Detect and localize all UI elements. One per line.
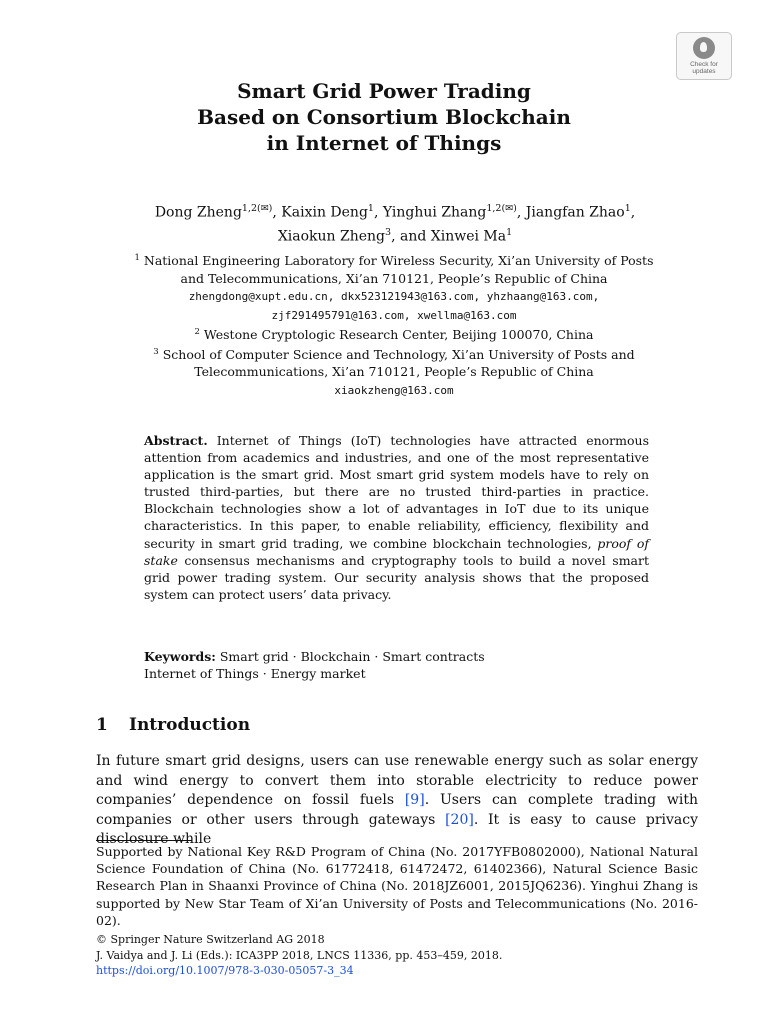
- section-title: Introduction: [129, 715, 251, 735]
- separator: ,: [516, 204, 526, 221]
- author-name: Yinghui Zhang: [382, 204, 487, 221]
- author-affiliation-mark: 1: [506, 226, 513, 238]
- separator: ,: [272, 204, 282, 221]
- abstract-label: Abstract.: [144, 433, 208, 448]
- section-heading: [96, 713, 250, 737]
- author-name: Xinwei Ma: [430, 228, 507, 245]
- affiliation-2: $^2$ Westone Cryptologic Research Center, Beijing 100070, China: [194, 327, 594, 343]
- paper-title: Smart Grid Power Trading Based on Consortium Blockchain in Internet of Things: [197, 79, 571, 155]
- separator: , and: [391, 228, 431, 245]
- copyright-line: © Springer Nature Switzerland AG 2018: [96, 933, 325, 946]
- author-name: Dong Zheng: [154, 204, 242, 221]
- author-affiliation-mark: 1: [367, 203, 374, 214]
- copyright-block: [96, 932, 698, 979]
- citation-info: J. Vaidya and J. Li (Eds.): ICA3PP 2018, LNCS 11336, pp. 453–459, 2018.: [96, 948, 503, 962]
- badge-label: Check for updates: [690, 61, 718, 75]
- author-affiliation-mark: 1: [624, 203, 631, 214]
- author-name: Xiaokun Zheng: [277, 228, 386, 245]
- keywords-label: Keywords:: [144, 649, 216, 664]
- author-list: [100, 199, 690, 246]
- email-address[interactable]: xiaokzheng@163.com: [334, 383, 454, 397]
- citation-link[interactable]: [20]: [445, 811, 474, 828]
- affiliation-number: 2: [194, 327, 200, 338]
- author-affiliation-mark: 3: [385, 226, 392, 238]
- abstract: Abstract. Internet of Things (IoT) technologies have attracted enormous attention from academics and industries, and one of the most representative application is the smart grid. Most smart grid system models have to rely on trusted third-parties, but there are no trusted third-parties in practice. Blockchain technologies show a lot of advantages in IoT due to its unique characteristics. In this paper, to enable reliability, efficiency, flexibility and security in smart grid trading, we combine blockchain technologies, proof of stake consensus mechanisms and cryptography tools to build a novel smart grid power trading system. Our security analysis shows that the proposed system can protect users’ data privacy.: [144, 433, 649, 602]
- separator: ,: [630, 204, 636, 221]
- author-affiliation-mark: 1,2(✉): [241, 203, 273, 214]
- email-list[interactable]: zjf291495791@163.com, xwellma@163.com: [271, 308, 517, 322]
- doi-link[interactable]: https://doi.org/10.1007/978-3-030-05057-3_34: [96, 964, 354, 977]
- affiliation-number: 3: [153, 346, 159, 357]
- author-name: Jiangfan Zhao: [525, 204, 625, 221]
- affiliations: [98, 250, 690, 399]
- affiliation-1: $^1$ National Engineering Laboratory for Wireless Security, Xi’an University of Posts and Telecommunications, Xi’an 710121, People’s Republic of China zhengdong@xupt.edu.cn, dkx523121943@163.com, yhzhaang@163.com, zjf291495791@163.com, xwellma@163.com: [134, 253, 654, 322]
- affiliation-number: 1: [134, 253, 140, 263]
- email-list[interactable]: zhengdong@xupt.edu.cn, dkx523121943@163.com, yhzhaang@163.com,: [188, 290, 600, 304]
- author-name: Kaixin Deng: [281, 204, 368, 221]
- separator: ,: [373, 204, 383, 221]
- section-number: 1: [96, 715, 108, 735]
- funding-footnote: Supported by National Key R&D Program of China (No. 2017YFB0802000), National Natural Science Foundation of China (No. 61772418, 61472472, 61402366), Natural Science Basic Research Plan in Shaanxi Province of China (No. 2018JZ6001, 2015JQ6236). Yinghui Zhang is supported by New Star Team of Xi’an University of Posts and Telecommunications (No. 2016-02).: [96, 844, 698, 928]
- body-paragraph: In future smart grid designs, users can use renewable energy such as solar energy and wind energy to convert them into storable electricity to reduce power companies’ dependence on fossil fuels [9]. Users can complete trading with companies or other users through gateways [20]. It is easy to cause privacy disclosure while: [96, 753, 698, 848]
- citation-link[interactable]: [9]: [404, 792, 425, 809]
- bookmark-icon: [693, 37, 715, 59]
- keywords: Keywords: Smart grid · Blockchain · Smart contracts Internet of Things · Energy market: [144, 649, 485, 682]
- affiliation-3: $^3$ School of Computer Science and Technology, Xi’an University of Posts and Telecommunications, Xi’an 710121, People’s Republic of China xiaokzheng@163.com: [153, 346, 635, 397]
- footnote-divider: [96, 840, 192, 841]
- check-for-updates-badge[interactable]: [676, 32, 732, 80]
- emphasis-text: proof of stake: [144, 535, 649, 568]
- author-affiliation-mark: 1,2(✉): [486, 203, 517, 214]
